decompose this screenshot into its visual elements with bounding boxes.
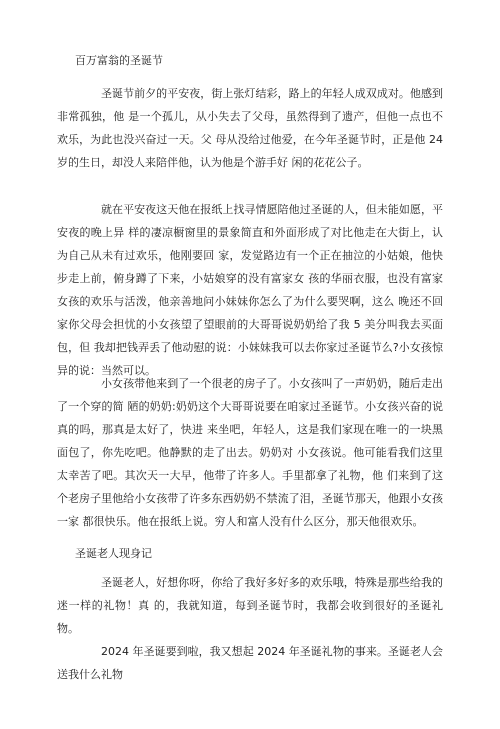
paragraph-santa-thanks: 圣诞老人，好想你呀，你给了我好多好多的欢乐哦，特殊是那些给我的迷一样的礼物！真 的，我就知道，每到圣诞节时，我都会收到很好的圣诞礼物。 xyxy=(57,576,443,635)
paragraph-old-house: 小女孩带他来到了一个很老的房子了。小女孩叫了一声奶奶，随后走出了一个穿的简 陋的奶奶:奶奶这个大哥哥说要在咱家过圣诞节。小女孩兴奋的说真的吗，那真是太好了，快进 来坐吧，年轻人，这是我们家现在唯一的一块黑面包了，你先吃吧。他静默的走了出去。奶奶对 小女孩说。他可能看我们这里太幸苦了吧。其次天一大早，他带了许多人。手里都拿了礼物，他 们来到了这个老房子里他给小女孩带了许多东西奶奶不禁流了泪，圣诞节那天，他跟小女孩一家 都很快乐。他在报纸上说。穷人和富人没有什么区分，那天他很欢乐。 xyxy=(57,377,443,528)
paragraph-intro: 圣诞节前夕的平安夜，街上张灯结彩，路上的年轻人成双成对。他感到非常孤独，他 是一个孤儿，从小失去了父母，虽然得到了遗产，但他一点也不欢乐，为此也没兴奋过一天。父 母从没给过他爱，在今年圣诞节时，正是他 24 岁的生日，却没人来陪伴他，认为他是个游手好 闲的花花公子。 xyxy=(57,87,443,169)
paragraph-christmas-eve: 就在平安夜这天他在报纸上找寻情愿陪他过圣诞的人，但未能如愿，平安夜的晚上异 样的凄凉橱窗里的景象简直和外面形成了对比他走在大街上，认为自己从未有过欢乐，他刚要回 家，发觉路边有一个正在抽泣的小姑娘，他快步走上前，俯身蹲了下来，小姑娘穿的没有富家女 孩的华丽衣服，也没有富家女孩的欢乐与活泼，他亲善地问小妹妹你怎么了为什么要哭啊，这么 晚还不回家你父母会担忧的小女孩望了望眼前的大哥哥说奶奶给了我 5 美分叫我去买面包，但 我却把钱弄丢了他动慰的说：小妹妹我可以去你家过圣诞节么?小女孩惊异的说：当然可以。 xyxy=(57,203,443,377)
section-heading-santa: 圣诞老人现身记 xyxy=(75,547,152,560)
paragraph-2024-christmas: 2024 年圣诞要到啦，我又想起 2024 年圣诞礼物的事来。圣诞老人会送我什么礼物 xyxy=(57,645,443,681)
section-heading-millionaire: 百万富翁的圣诞节 xyxy=(75,54,163,67)
